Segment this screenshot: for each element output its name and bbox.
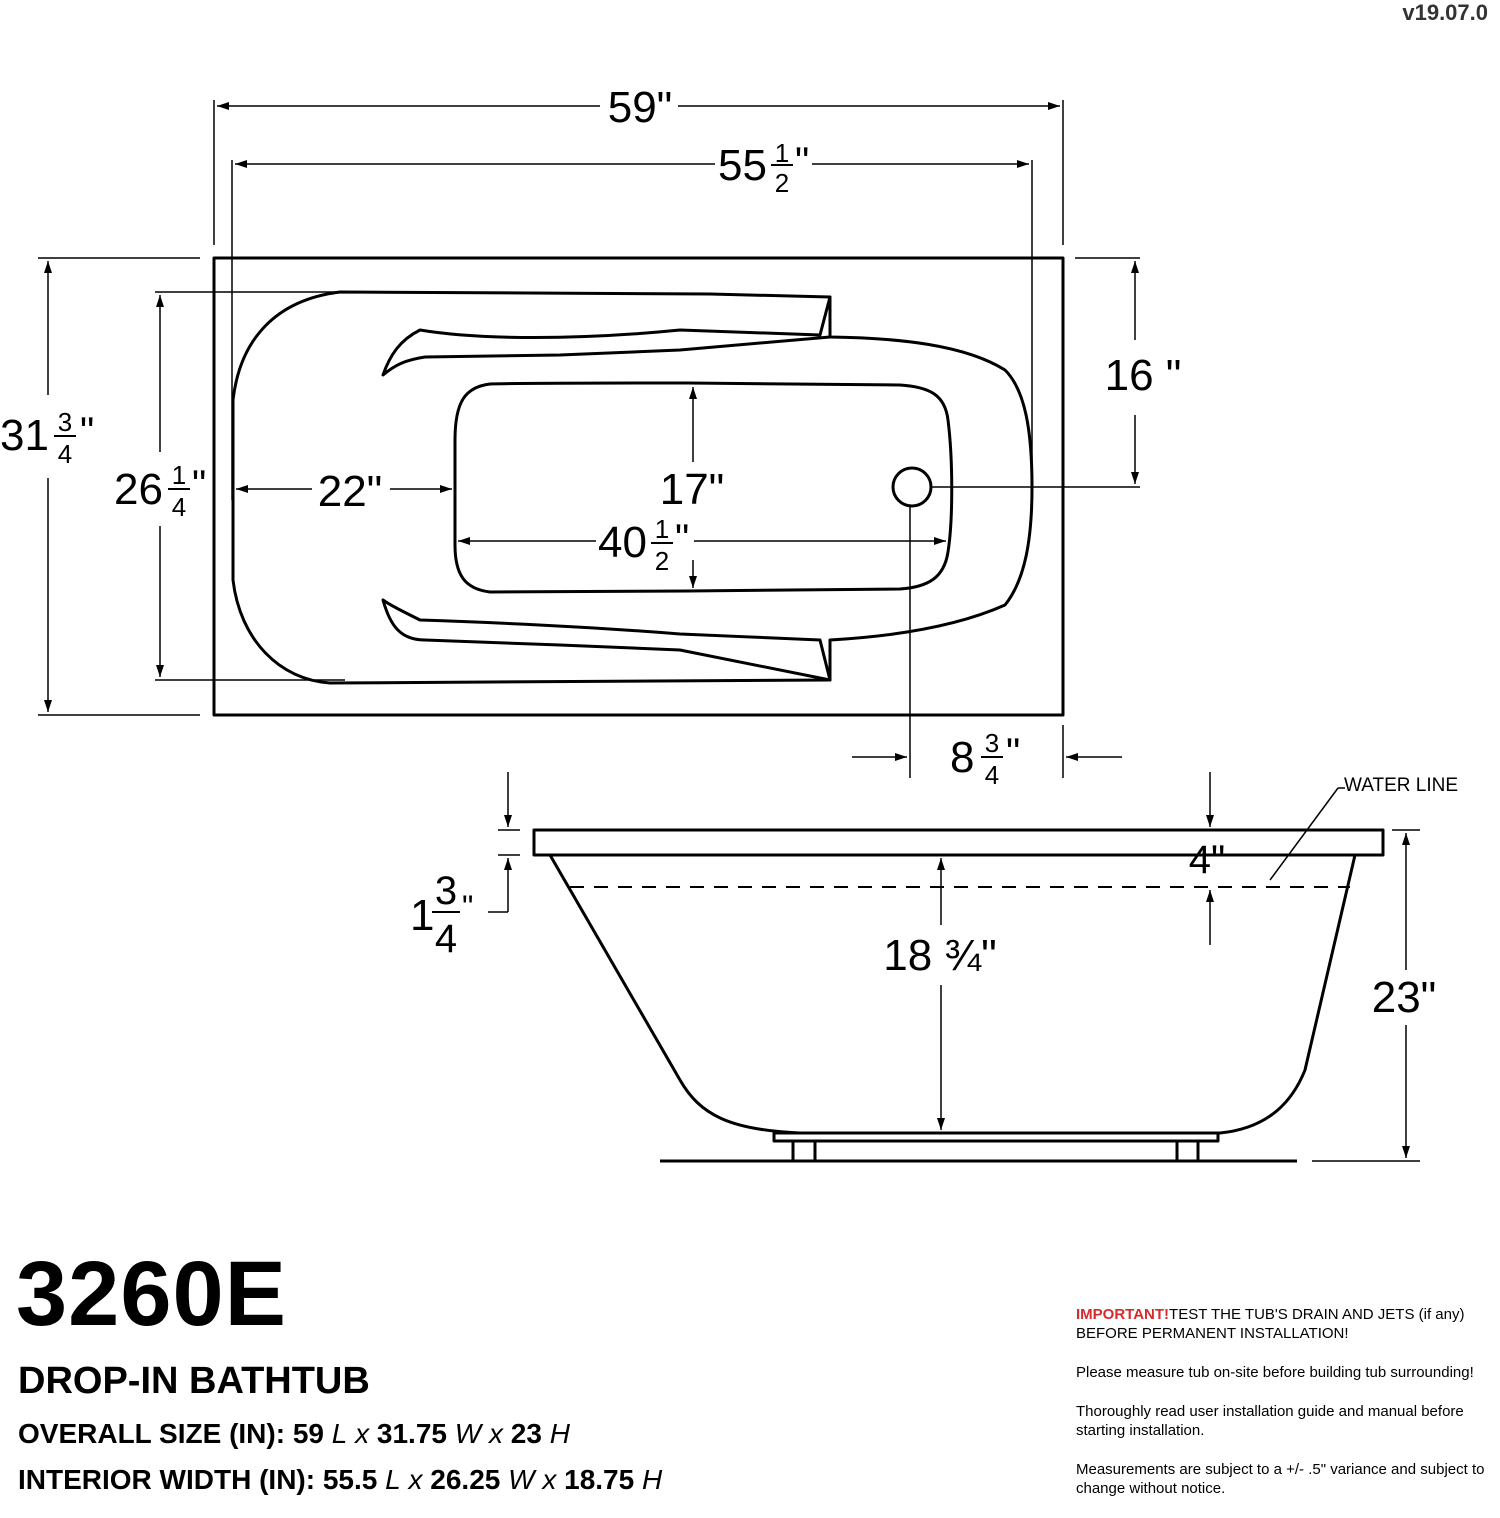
dim-overall-length: 59" [607, 83, 673, 132]
overall-size-spec: OVERALL SIZE (IN): 59 L x 31.75 W x 23 H [18, 1418, 570, 1449]
dim-interior-width-num: 1 [171, 460, 187, 490]
dim-interior-length-unit: " [795, 140, 810, 184]
dim-interior-length-num: 1 [774, 138, 790, 168]
dim-basin-length-num: 1 [654, 514, 670, 544]
dim-drain-from-end: 8 [950, 733, 975, 782]
dim-basin-width: 17" [659, 465, 725, 514]
dim-drain-from-top: 16 " [1104, 351, 1182, 400]
dim-interior-depth: 18 ¾" [883, 931, 997, 980]
dim-interior-width-unit: " [192, 463, 207, 507]
dim-overall-width: 31 [0, 411, 49, 460]
dim-basin-length-den: 2 [654, 546, 670, 576]
side-view-shell [550, 855, 1355, 1133]
side-view-rim [534, 830, 1383, 855]
interior-size-spec: INTERIOR WIDTH (IN): 55.5 L x 26.25 W x 18.75 H [18, 1464, 663, 1495]
lower-armrest [383, 600, 830, 680]
note-read-guide: Thoroughly read user installation guide and manual before starting installation. [1076, 1403, 1464, 1439]
dim-drain-from-end-unit: " [1006, 731, 1021, 775]
dim-rim-to-basin: 22" [317, 467, 383, 516]
dim-rim-height-unit: " [462, 889, 474, 925]
dim-water-line-depth: 4" [1188, 838, 1226, 882]
dim-overall-width-den: 4 [57, 439, 73, 469]
drain-circle [893, 468, 931, 506]
dim-water-line-label: WATER LINE [1344, 775, 1459, 796]
dim-drain-from-end-num: 3 [984, 728, 1000, 758]
dim-rim-height-num: 3 [434, 869, 458, 913]
dim-overall-height: 23" [1371, 973, 1437, 1022]
dim-interior-length: 55 [718, 141, 767, 190]
note-measure: Please measure tub on-site before building tub surrounding! [1076, 1364, 1474, 1381]
dim-overall-width-num: 3 [57, 407, 73, 437]
dim-interior-length-den: 2 [774, 168, 790, 198]
version-label: v19.07.0 [1402, 0, 1488, 25]
dim-basin-length: 40 [598, 518, 647, 567]
dim-drain-from-end-den: 4 [984, 760, 1000, 790]
note-important: IMPORTANT!TEST THE TUB'S DRAIN AND JETS (if any) BEFORE PERMANENT INSTALLATION! [1076, 1306, 1465, 1342]
side-view-base [774, 1133, 1218, 1141]
model-number: 3260E [16, 1243, 288, 1345]
dim-rim-height: 1 [410, 891, 435, 940]
dim-basin-length-unit: " [675, 517, 690, 561]
installation-notes [1076, 1305, 1486, 1518]
note-variance: Measurements are subject to a +/- .5" variance and subject to change without notice. [1076, 1461, 1485, 1497]
product-type: DROP-IN BATHTUB [18, 1360, 370, 1402]
dim-interior-width: 26 [114, 465, 163, 514]
dim-overall-width-unit: " [80, 410, 95, 454]
dim-rim-height-den: 4 [434, 917, 458, 961]
dim-interior-width-den: 4 [171, 492, 187, 522]
upper-armrest [383, 297, 830, 375]
